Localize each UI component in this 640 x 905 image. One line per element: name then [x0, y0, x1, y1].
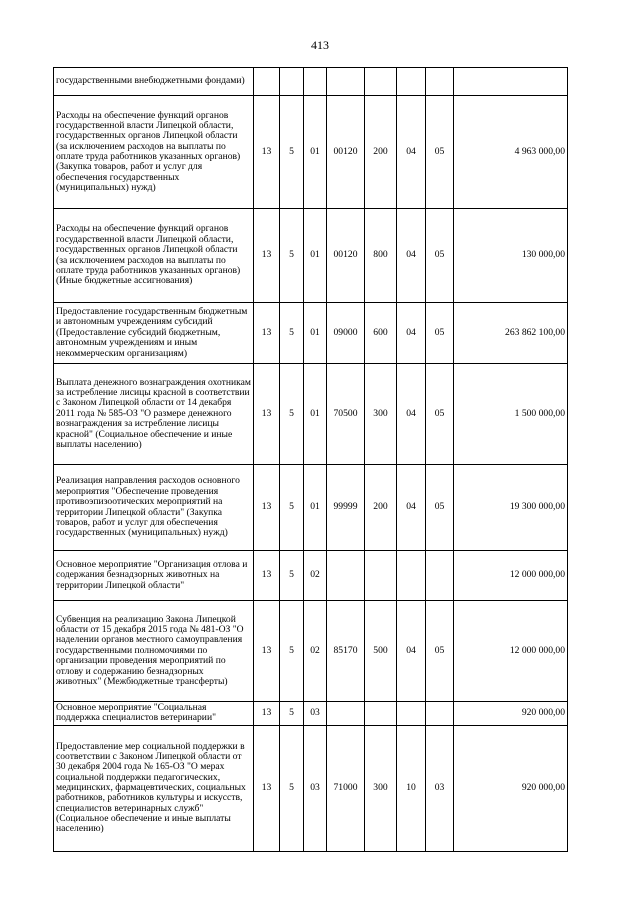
event-code: 03 [304, 702, 327, 726]
event-code: 03 [304, 725, 327, 851]
expense-direction-code: 70500 [327, 364, 365, 465]
event-code [304, 68, 327, 96]
program-code: 13 [254, 96, 280, 209]
amount: 1 500 000,00 [454, 364, 568, 465]
subsection-code: 05 [426, 465, 454, 551]
subprogram-code: 5 [280, 601, 304, 702]
expense-type-code [365, 68, 397, 96]
section-code: 04 [397, 209, 426, 303]
section-code [397, 702, 426, 726]
subsection-code [426, 551, 454, 601]
event-code: 01 [304, 209, 327, 303]
page-number: 413 [311, 38, 329, 52]
row-description: Предоставление мер социальной поддержки в соответствии с Законом Липецкой области от 30 декабря 2004 года № 165-ОЗ "О мерах социальной поддержки педагогических, медицинских, фармацевтических, социальных работников, работников культуры и искусств, специалистов ветеринарных служб" (Социальное обеспечение и иные выплаты населению) [54, 725, 254, 851]
subsection-code: 05 [426, 601, 454, 702]
amount: 130 000,00 [454, 209, 568, 303]
subsection-code: 05 [426, 96, 454, 209]
event-code: 01 [304, 96, 327, 209]
section-code [397, 68, 426, 96]
expense-type-code [365, 551, 397, 601]
subprogram-code: 5 [280, 209, 304, 303]
amount: 920 000,00 [454, 725, 568, 851]
subsection-code [426, 702, 454, 726]
row-description: Основное мероприятие "Организация отлова и содержания безнадзорных животных на территории Липецкой области" [54, 551, 254, 601]
event-code: 01 [304, 364, 327, 465]
table-row [54, 68, 568, 96]
amount [454, 68, 568, 96]
subprogram-code: 5 [280, 96, 304, 209]
amount: 19 300 000,00 [454, 465, 568, 551]
expense-direction-code: 71000 [327, 725, 365, 851]
section-code: 04 [397, 364, 426, 465]
table-row [54, 725, 568, 851]
expense-type-code: 500 [365, 601, 397, 702]
program-code [254, 68, 280, 96]
expense-direction-code: 00120 [327, 209, 365, 303]
program-code: 13 [254, 551, 280, 601]
table-row [54, 702, 568, 726]
row-description: Предоставление государственным бюджетным и автономным учреждениям субсидий (Предоставление субсидий бюджетным, автономным учреждениям и иным некоммерческим организациям) [54, 303, 254, 364]
expense-type-code: 800 [365, 209, 397, 303]
row-description: Реализация направления расходов основного мероприятия "Обеспечение проведения противоэпизоотических мероприятий на территории Липецкой области" (Закупка товаров, работ и услуг для обеспечения государственных (муниципальных) нужд) [54, 465, 254, 551]
program-code: 13 [254, 601, 280, 702]
section-code [397, 551, 426, 601]
expense-direction-code: 09000 [327, 303, 365, 364]
expense-type-code: 200 [365, 465, 397, 551]
subprogram-code: 5 [280, 725, 304, 851]
section-code: 10 [397, 725, 426, 851]
program-code: 13 [254, 303, 280, 364]
expense-type-code: 600 [365, 303, 397, 364]
row-description: Субвенция на реализацию Закона Липецкой области от 15 декабря 2015 года № 481-ОЗ "О наделении органов местного самоуправления государственными полномочиями по организации проведения мероприятий по отлову и содержанию безнадзорных животных" (Межбюджетные трансферты) [54, 601, 254, 702]
program-code: 13 [254, 364, 280, 465]
amount: 263 862 100,00 [454, 303, 568, 364]
row-description: Основное мероприятие "Социальная поддержка специалистов ветеринарии" [54, 702, 254, 726]
expense-direction-code: 85170 [327, 601, 365, 702]
subprogram-code [280, 68, 304, 96]
amount: 920 000,00 [454, 702, 568, 726]
program-code: 13 [254, 702, 280, 726]
subsection-code: 05 [426, 303, 454, 364]
section-code: 04 [397, 96, 426, 209]
subsection-code: 03 [426, 725, 454, 851]
subprogram-code: 5 [280, 303, 304, 364]
table-row [54, 96, 568, 209]
event-code: 02 [304, 601, 327, 702]
table-row [54, 465, 568, 551]
budget-table [53, 67, 568, 852]
subprogram-code: 5 [280, 465, 304, 551]
event-code: 01 [304, 303, 327, 364]
amount: 4 963 000,00 [454, 96, 568, 209]
subsection-code [426, 68, 454, 96]
expense-type-code [365, 702, 397, 726]
amount: 12 000 000,00 [454, 601, 568, 702]
expense-direction-code: 00120 [327, 96, 365, 209]
program-code: 13 [254, 465, 280, 551]
row-description: Расходы на обеспечение функций органов государственной власти Липецкой области, государственных органов Липецкой области (за исключением расходов на выплаты по оплате труда работников указанных органов) (Закупка товаров, работ и услуг для обеспечения государственных (муниципальных) нужд) [54, 96, 254, 209]
event-code: 02 [304, 551, 327, 601]
subprogram-code: 5 [280, 364, 304, 465]
section-code: 04 [397, 465, 426, 551]
subsection-code: 05 [426, 364, 454, 465]
program-code: 13 [254, 725, 280, 851]
section-code: 04 [397, 303, 426, 364]
row-description: Расходы на обеспечение функций органов государственной власти Липецкой области, государственных органов Липецкой области (за исключением расходов на выплаты по оплате труда работников указанных органов) (Иные бюджетные ассигнования) [54, 209, 254, 303]
table-body [54, 68, 568, 852]
subsection-code: 05 [426, 209, 454, 303]
expense-type-code: 300 [365, 364, 397, 465]
table-row [54, 209, 568, 303]
expense-type-code: 300 [365, 725, 397, 851]
row-description: государственными внебюджетными фондами) [54, 68, 254, 96]
expense-direction-code: 99999 [327, 465, 365, 551]
expense-direction-code [327, 68, 365, 96]
expense-direction-code [327, 702, 365, 726]
row-description: Выплата денежного вознаграждения охотникам за истребление лисицы красной в соответствии с Законом Липецкой области от 14 декабря 2011 года № 585-ОЗ "О размере денежного вознаграждения за истребление лисицы красной" (Социальное обеспечение и иные выплаты населению) [54, 364, 254, 465]
program-code: 13 [254, 209, 280, 303]
expense-direction-code [327, 551, 365, 601]
section-code: 04 [397, 601, 426, 702]
table-row [54, 303, 568, 364]
table-row [54, 601, 568, 702]
table-row [54, 364, 568, 465]
amount: 12 000 000,00 [454, 551, 568, 601]
subprogram-code: 5 [280, 551, 304, 601]
event-code: 01 [304, 465, 327, 551]
table-row [54, 551, 568, 601]
subprogram-code: 5 [280, 702, 304, 726]
expense-type-code: 200 [365, 96, 397, 209]
